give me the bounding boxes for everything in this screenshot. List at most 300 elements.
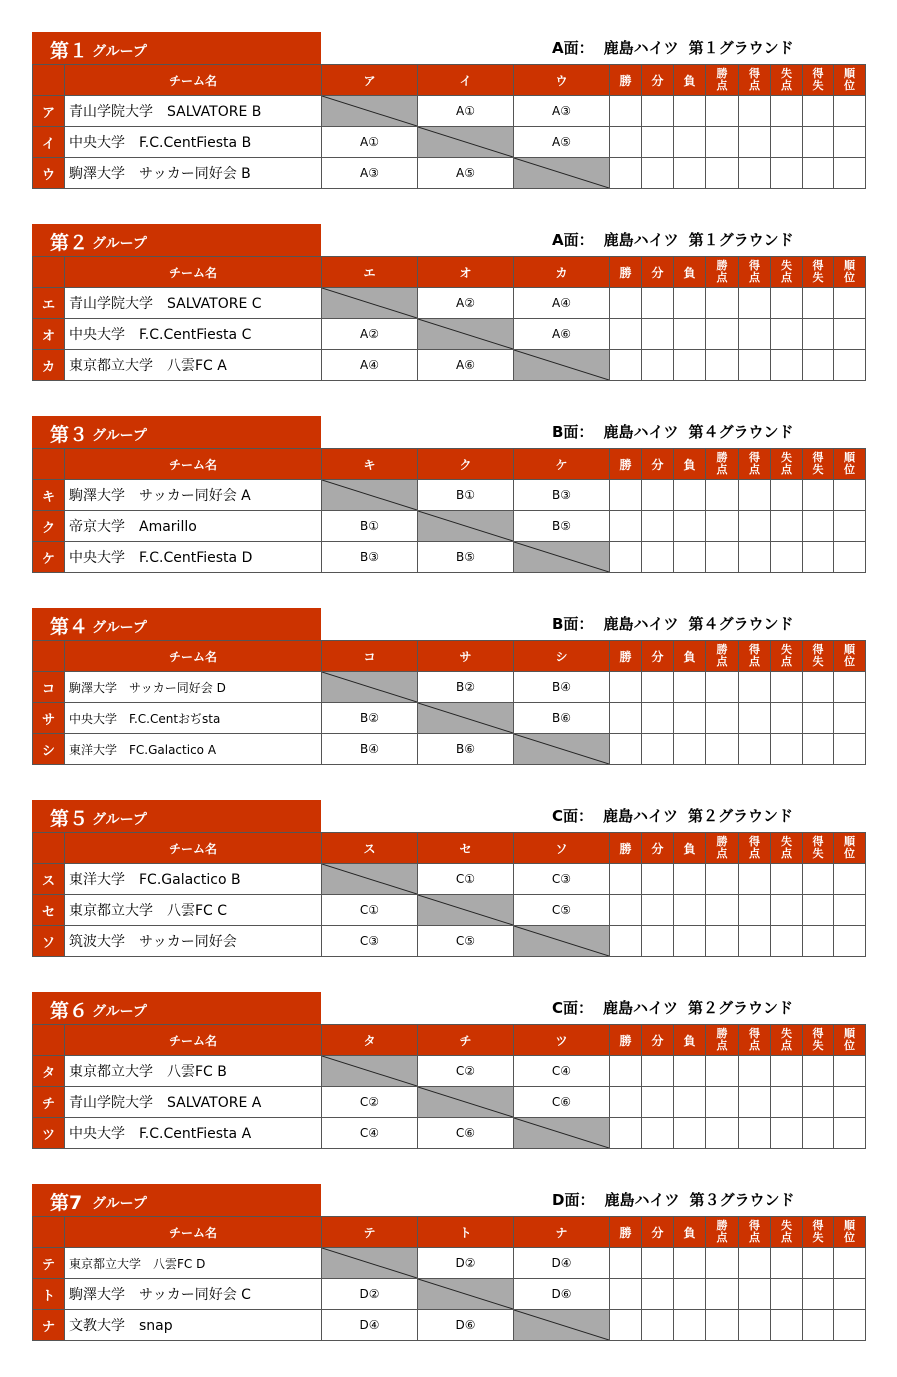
- stat-cell: [706, 734, 739, 765]
- stat-cell: [642, 127, 674, 158]
- self-match-cell: [418, 511, 514, 542]
- stat-cell: [771, 1310, 803, 1341]
- stat-cell: [771, 542, 803, 573]
- stat-cell: [739, 288, 771, 319]
- venue-info: [552, 997, 803, 1018]
- stat-cell: [739, 703, 771, 734]
- stat-cell: [739, 511, 771, 542]
- stat-cell: [610, 703, 642, 734]
- match-cell: B④: [322, 734, 418, 765]
- venue-info: [552, 613, 803, 634]
- stat-cell: [803, 319, 834, 350]
- team-key: ナ: [33, 1310, 65, 1341]
- header-row: [33, 257, 866, 288]
- team-key: キ: [33, 480, 65, 511]
- header-opponent: ソ: [514, 833, 610, 864]
- group-title-main: 第５: [50, 808, 89, 830]
- team-key: エ: [33, 288, 65, 319]
- stat-cell: [642, 288, 674, 319]
- stat-cell: [610, 96, 642, 127]
- group-title-sub: グループ: [92, 236, 147, 252]
- header-stat: 勝: [610, 1217, 642, 1248]
- table-row: [33, 672, 866, 703]
- team-name: 東京都立大学 八雲FC B: [65, 1056, 322, 1087]
- group-title: [32, 800, 321, 832]
- match-cell: B③: [514, 480, 610, 511]
- team-key: オ: [33, 319, 65, 350]
- match-cell: A⑤: [418, 158, 514, 189]
- group-title-sub: グループ: [92, 428, 147, 444]
- venue-info: [552, 229, 804, 250]
- stat-cell: [834, 96, 866, 127]
- team-name: 中央大学 F.C.CentFiesta B: [65, 127, 322, 158]
- stat-cell: [706, 158, 739, 189]
- stat-cell: [674, 1310, 706, 1341]
- stat-cell: [674, 350, 706, 381]
- group-title-sub: グループ: [92, 44, 147, 60]
- match-cell: C③: [322, 926, 418, 957]
- header-stat: 分: [642, 833, 674, 864]
- header-stat: 順 位: [834, 833, 866, 864]
- stat-cell: [834, 1056, 866, 1087]
- stat-cell: [610, 127, 642, 158]
- stat-cell: [674, 895, 706, 926]
- stat-cell: [739, 734, 771, 765]
- table-row: [33, 703, 866, 734]
- venue-name: 鹿島ハイツ: [603, 39, 679, 57]
- self-match-cell: [514, 1310, 610, 1341]
- match-cell: B④: [514, 672, 610, 703]
- group-title: [32, 608, 321, 640]
- stat-cell: [610, 319, 642, 350]
- match-cell: C④: [514, 1056, 610, 1087]
- table-row: [33, 864, 866, 895]
- table-row: [33, 480, 866, 511]
- stat-cell: [706, 127, 739, 158]
- header-stat: 負: [674, 833, 706, 864]
- stat-cell: [610, 672, 642, 703]
- header-opponent: サ: [418, 641, 514, 672]
- match-cell: A⑥: [418, 350, 514, 381]
- self-match-cell: [322, 480, 418, 511]
- self-match-cell: [514, 542, 610, 573]
- group-title-sub: グループ: [92, 1196, 147, 1212]
- header-stat: 勝: [610, 641, 642, 672]
- match-cell: C②: [418, 1056, 514, 1087]
- court-label: A面：: [552, 231, 594, 249]
- stat-cell: [803, 672, 834, 703]
- self-match-cell: [322, 864, 418, 895]
- self-match-cell: [514, 350, 610, 381]
- stat-cell: [771, 158, 803, 189]
- stat-cell: [739, 1279, 771, 1310]
- stat-cell: [674, 864, 706, 895]
- stat-cell: [803, 926, 834, 957]
- header-opponent: エ: [322, 257, 418, 288]
- header-team-name: チーム名: [65, 641, 322, 672]
- team-key: ア: [33, 96, 65, 127]
- header-stat: 得 点: [739, 833, 771, 864]
- header-team-name: チーム名: [65, 1025, 322, 1056]
- stat-cell: [706, 926, 739, 957]
- self-match-cell: [322, 1056, 418, 1087]
- stat-cell: [803, 542, 834, 573]
- match-cell: A④: [322, 350, 418, 381]
- header-opponent: ア: [322, 65, 418, 96]
- header-stat: 勝: [610, 257, 642, 288]
- match-cell: D④: [514, 1248, 610, 1279]
- self-match-cell: [322, 1248, 418, 1279]
- stat-cell: [771, 319, 803, 350]
- stat-cell: [834, 672, 866, 703]
- match-cell: C③: [514, 864, 610, 895]
- header-opponent: チ: [418, 1025, 514, 1056]
- header-stat: 失 点: [771, 449, 803, 480]
- team-name: 青山学院大学 SALVATORE B: [65, 96, 322, 127]
- match-cell: C①: [418, 864, 514, 895]
- header-stat: 勝 点: [706, 1025, 739, 1056]
- venue-name: 鹿島ハイツ: [603, 999, 679, 1017]
- header-stat: 勝: [610, 65, 642, 96]
- stat-cell: [771, 703, 803, 734]
- stat-cell: [803, 1279, 834, 1310]
- match-cell: B①: [418, 480, 514, 511]
- group-title: [32, 992, 321, 1024]
- match-cell: D④: [322, 1310, 418, 1341]
- team-name: 文教大学 snap: [65, 1310, 322, 1341]
- header-stat: 得 失: [803, 1025, 834, 1056]
- table-row: [33, 1056, 866, 1087]
- stat-cell: [706, 1248, 739, 1279]
- league-table: [32, 1024, 866, 1149]
- match-cell: A⑥: [514, 319, 610, 350]
- table-row: [33, 96, 866, 127]
- header-stat: 勝: [610, 1025, 642, 1056]
- header-stat: 勝 点: [706, 833, 739, 864]
- header-stat: 得 点: [739, 1217, 771, 1248]
- league-table: [32, 448, 866, 573]
- header-stat: 得 失: [803, 449, 834, 480]
- match-cell: C⑥: [418, 1118, 514, 1149]
- stat-cell: [674, 703, 706, 734]
- stat-cell: [771, 96, 803, 127]
- stat-cell: [610, 350, 642, 381]
- stat-cell: [739, 158, 771, 189]
- header-row: [33, 1025, 866, 1056]
- header-opponent: オ: [418, 257, 514, 288]
- stat-cell: [642, 672, 674, 703]
- header-stat: 分: [642, 641, 674, 672]
- match-cell: D⑥: [418, 1310, 514, 1341]
- match-cell: B⑤: [418, 542, 514, 573]
- header-team-name: チーム名: [65, 65, 322, 96]
- ground-name: 第２グラウンド: [688, 999, 794, 1017]
- stat-cell: [771, 1118, 803, 1149]
- stat-cell: [674, 96, 706, 127]
- header-row: [33, 833, 866, 864]
- stat-cell: [706, 542, 739, 573]
- stat-cell: [610, 1279, 642, 1310]
- stat-cell: [739, 319, 771, 350]
- stat-cell: [674, 926, 706, 957]
- self-match-cell: [322, 288, 418, 319]
- team-key: テ: [33, 1248, 65, 1279]
- header-stat: 得 点: [739, 257, 771, 288]
- stat-cell: [803, 734, 834, 765]
- header-stat: 順 位: [834, 1217, 866, 1248]
- team-name: 青山学院大学 SALVATORE C: [65, 288, 322, 319]
- stat-cell: [834, 511, 866, 542]
- venue-info: [552, 37, 804, 58]
- stat-cell: [739, 1248, 771, 1279]
- stat-cell: [642, 1118, 674, 1149]
- match-cell: A③: [322, 158, 418, 189]
- self-match-cell: [514, 1118, 610, 1149]
- group-title: [32, 416, 321, 448]
- team-name: 青山学院大学 SALVATORE A: [65, 1087, 322, 1118]
- header-opponent: キ: [322, 449, 418, 480]
- team-name: 駒澤大学 サッカー同好会 A: [65, 480, 322, 511]
- stat-cell: [610, 542, 642, 573]
- stat-cell: [642, 1248, 674, 1279]
- header-team-name: チーム名: [65, 257, 322, 288]
- stat-cell: [771, 734, 803, 765]
- stat-cell: [803, 1056, 834, 1087]
- header-corner: [33, 1217, 65, 1248]
- venue-name: 鹿島ハイツ: [603, 807, 679, 825]
- header-opponent: セ: [418, 833, 514, 864]
- ground-name: 第１グラウンド: [688, 39, 794, 57]
- header-corner: [33, 65, 65, 96]
- stat-cell: [834, 350, 866, 381]
- stat-cell: [803, 1248, 834, 1279]
- table-row: [33, 734, 866, 765]
- match-cell: A⑤: [514, 127, 610, 158]
- header-opponent: ツ: [514, 1025, 610, 1056]
- match-cell: D⑥: [514, 1279, 610, 1310]
- stat-cell: [834, 1310, 866, 1341]
- stat-cell: [834, 926, 866, 957]
- team-key: イ: [33, 127, 65, 158]
- stat-cell: [834, 288, 866, 319]
- match-cell: A①: [418, 96, 514, 127]
- header-corner: [33, 1025, 65, 1056]
- court-label: C面：: [552, 999, 594, 1017]
- stat-cell: [610, 480, 642, 511]
- stat-cell: [834, 127, 866, 158]
- venue-info: [552, 1189, 804, 1210]
- group-title-sub: グループ: [92, 1004, 147, 1020]
- match-cell: B③: [322, 542, 418, 573]
- stat-cell: [610, 734, 642, 765]
- stat-cell: [642, 542, 674, 573]
- stat-cell: [706, 864, 739, 895]
- header-team-name: チーム名: [65, 833, 322, 864]
- match-cell: C⑥: [514, 1087, 610, 1118]
- team-key: カ: [33, 350, 65, 381]
- stat-cell: [834, 1118, 866, 1149]
- match-cell: B⑥: [418, 734, 514, 765]
- team-name: 駒澤大学 サッカー同好会 D: [65, 672, 322, 703]
- stat-cell: [803, 511, 834, 542]
- match-cell: A②: [418, 288, 514, 319]
- team-name: 駒澤大学 サッカー同好会 B: [65, 158, 322, 189]
- stat-cell: [739, 1310, 771, 1341]
- header-opponent: ク: [418, 449, 514, 480]
- stat-cell: [803, 703, 834, 734]
- match-cell: C④: [322, 1118, 418, 1149]
- team-key: コ: [33, 672, 65, 703]
- match-cell: C⑤: [418, 926, 514, 957]
- self-match-cell: [418, 319, 514, 350]
- stat-cell: [610, 1118, 642, 1149]
- header-stat: 得 点: [739, 641, 771, 672]
- stat-cell: [771, 511, 803, 542]
- team-name: 東京都立大学 八雲FC D: [65, 1248, 322, 1279]
- team-key: ウ: [33, 158, 65, 189]
- match-cell: C⑤: [514, 895, 610, 926]
- header-corner: [33, 257, 65, 288]
- stat-cell: [739, 864, 771, 895]
- header-stat: 失 点: [771, 1217, 803, 1248]
- header-opponent: テ: [322, 1217, 418, 1248]
- stat-cell: [834, 864, 866, 895]
- header-stat: 失 点: [771, 65, 803, 96]
- header-stat: 勝 点: [706, 257, 739, 288]
- stat-cell: [642, 319, 674, 350]
- table-row: [33, 1310, 866, 1341]
- header-opponent: ス: [322, 833, 418, 864]
- stat-cell: [834, 1248, 866, 1279]
- table-row: [33, 288, 866, 319]
- group-title-sub: グループ: [92, 620, 147, 636]
- ground-name: 第１グラウンド: [688, 231, 794, 249]
- stat-cell: [706, 895, 739, 926]
- stat-cell: [739, 895, 771, 926]
- stat-cell: [834, 1279, 866, 1310]
- stat-cell: [739, 672, 771, 703]
- stat-cell: [674, 734, 706, 765]
- header-opponent: シ: [514, 641, 610, 672]
- venue-info: [552, 805, 803, 826]
- stat-cell: [771, 1056, 803, 1087]
- match-cell: B②: [322, 703, 418, 734]
- team-name: 筑波大学 サッカー同好会: [65, 926, 322, 957]
- header-stat: 順 位: [834, 257, 866, 288]
- table-row: [33, 1118, 866, 1149]
- stat-cell: [642, 895, 674, 926]
- team-key: シ: [33, 734, 65, 765]
- court-label: A面：: [552, 39, 594, 57]
- stat-cell: [674, 1087, 706, 1118]
- stat-cell: [706, 480, 739, 511]
- group-title-main: 第６: [50, 1000, 89, 1022]
- self-match-cell: [514, 158, 610, 189]
- stat-cell: [706, 319, 739, 350]
- table-row: [33, 511, 866, 542]
- header-row: [33, 65, 866, 96]
- match-cell: B①: [322, 511, 418, 542]
- team-key: セ: [33, 895, 65, 926]
- header-team-name: チーム名: [65, 449, 322, 480]
- stat-cell: [771, 350, 803, 381]
- venue-name: 鹿島ハイツ: [603, 231, 679, 249]
- header-stat: 得 失: [803, 257, 834, 288]
- group-title: [32, 1184, 321, 1216]
- stat-cell: [706, 1310, 739, 1341]
- stat-cell: [706, 288, 739, 319]
- group-title-main: 第１: [50, 40, 89, 62]
- league-table: [32, 1216, 866, 1341]
- header-stat: 勝 点: [706, 1217, 739, 1248]
- stat-cell: [610, 288, 642, 319]
- team-name: 帝京大学 Amarillo: [65, 511, 322, 542]
- team-key: タ: [33, 1056, 65, 1087]
- table-row: [33, 350, 866, 381]
- match-cell: B②: [418, 672, 514, 703]
- stat-cell: [674, 127, 706, 158]
- header-stat: 順 位: [834, 641, 866, 672]
- header-stat: 順 位: [834, 449, 866, 480]
- stat-cell: [834, 734, 866, 765]
- table-row: [33, 1248, 866, 1279]
- stat-cell: [803, 158, 834, 189]
- table-row: [33, 926, 866, 957]
- stat-cell: [642, 1279, 674, 1310]
- header-stat: 分: [642, 1025, 674, 1056]
- stat-cell: [803, 895, 834, 926]
- team-key: ク: [33, 511, 65, 542]
- ground-name: 第３グラウンド: [689, 1191, 795, 1209]
- stat-cell: [706, 96, 739, 127]
- stat-cell: [771, 926, 803, 957]
- team-name: 中央大学 F.C.CentFiesta D: [65, 542, 322, 573]
- venue-name: 鹿島ハイツ: [603, 423, 679, 441]
- venue-name: 鹿島ハイツ: [604, 1191, 680, 1209]
- stat-cell: [771, 672, 803, 703]
- team-name: 東洋大学 FC.Galactico A: [65, 734, 322, 765]
- header-corner: [33, 641, 65, 672]
- table-row: [33, 895, 866, 926]
- stat-cell: [642, 734, 674, 765]
- stat-cell: [834, 895, 866, 926]
- header-stat: 得 失: [803, 1217, 834, 1248]
- match-cell: C①: [322, 895, 418, 926]
- header-stat: 失 点: [771, 257, 803, 288]
- venue-info: [552, 421, 803, 442]
- header-opponent: ケ: [514, 449, 610, 480]
- team-key: チ: [33, 1087, 65, 1118]
- stat-cell: [771, 288, 803, 319]
- header-stat: 負: [674, 1025, 706, 1056]
- header-opponent: ウ: [514, 65, 610, 96]
- stat-cell: [834, 703, 866, 734]
- match-cell: D②: [322, 1279, 418, 1310]
- stat-cell: [610, 895, 642, 926]
- header-opponent: ナ: [514, 1217, 610, 1248]
- stat-cell: [610, 1087, 642, 1118]
- stat-cell: [674, 480, 706, 511]
- stat-cell: [642, 864, 674, 895]
- league-table: [32, 832, 866, 957]
- match-cell: A④: [514, 288, 610, 319]
- ground-name: 第４グラウンド: [688, 615, 794, 633]
- stat-cell: [642, 926, 674, 957]
- match-cell: B⑥: [514, 703, 610, 734]
- header-stat: 失 点: [771, 641, 803, 672]
- stat-cell: [771, 864, 803, 895]
- header-stat: 分: [642, 65, 674, 96]
